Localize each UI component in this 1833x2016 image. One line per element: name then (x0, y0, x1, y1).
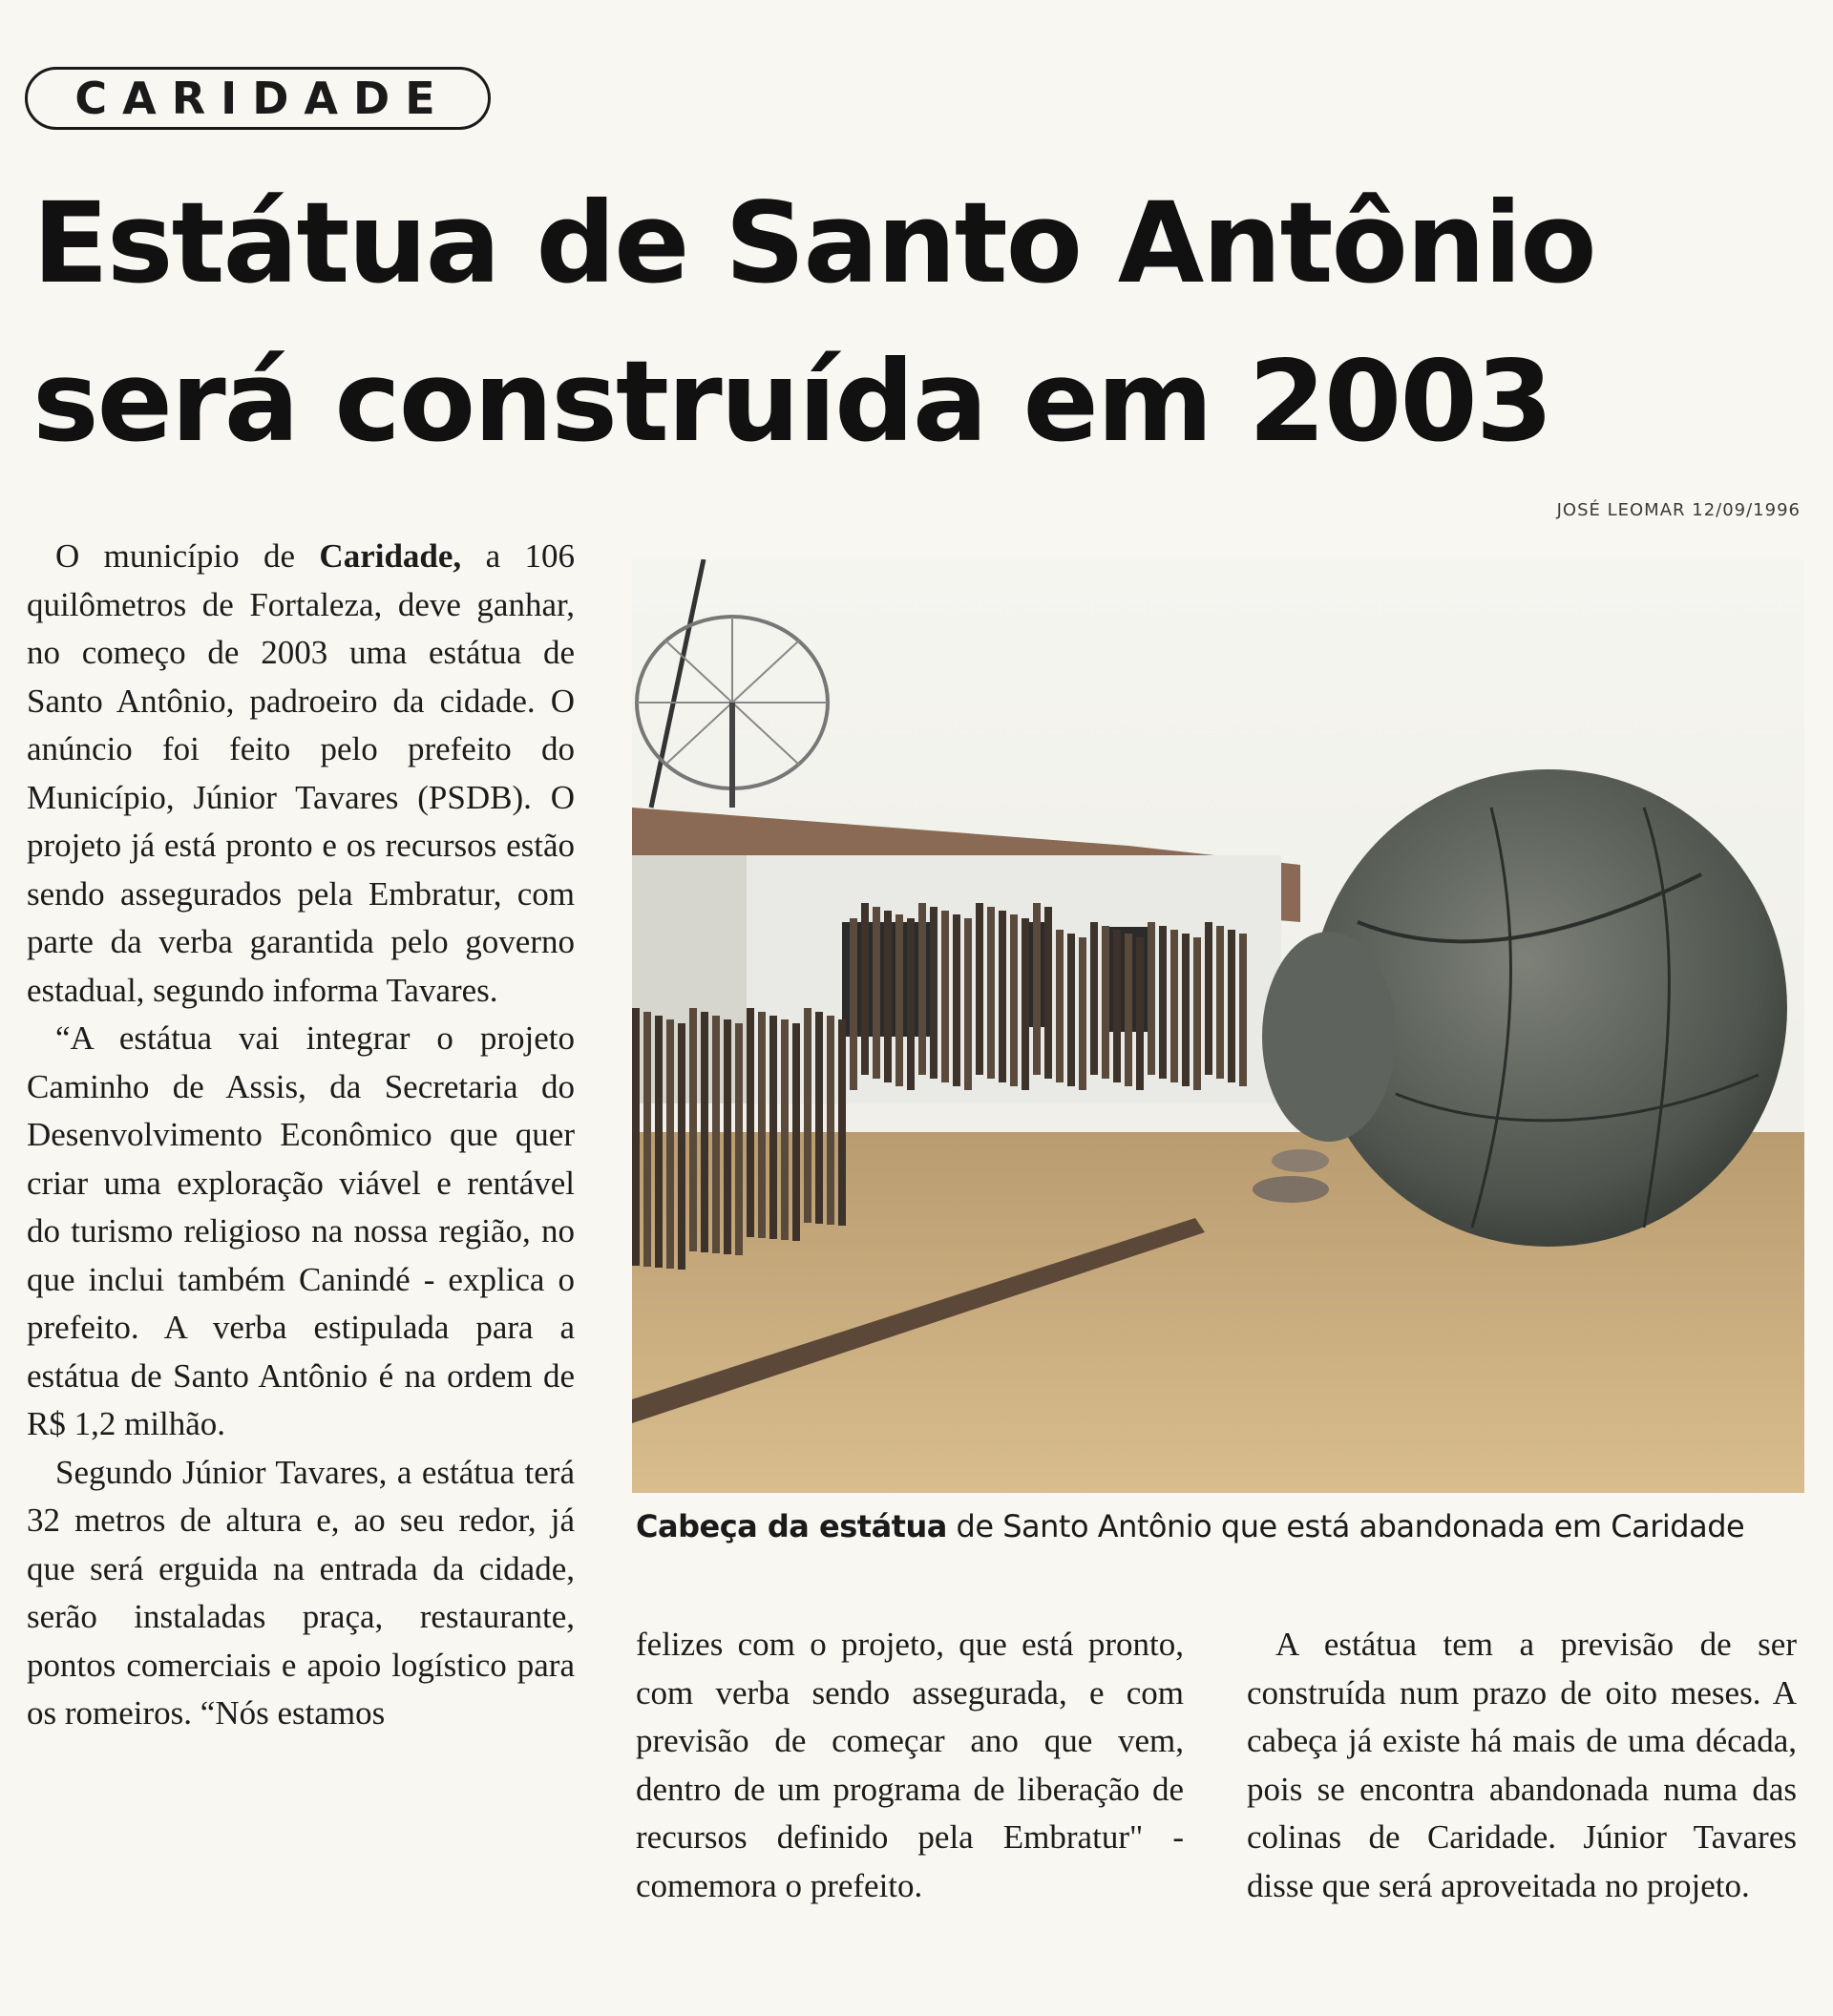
fence-picket (1022, 918, 1029, 1090)
fence-picket (1216, 926, 1224, 1079)
fence-picket (941, 911, 949, 1082)
fence-picket (1033, 903, 1041, 1075)
fence-picket (666, 1019, 674, 1269)
fence-picket (918, 903, 926, 1075)
fence-picket (643, 1012, 651, 1267)
fence-picket (930, 907, 938, 1079)
photo-credit: JOSÉ LEOMAR 12/09/1996 (1556, 500, 1801, 520)
paragraph-1-bold: Caridade, (319, 537, 462, 575)
fence-picket (976, 903, 983, 1075)
paragraph-2: “A estátua vai integrar o projeto Caminho de Assis, da Secretaria do Desenvolvimento Econômico que quer criar uma exploração viável e rentável do turismo religioso na nossa região, no que inclui também Canindé - explica o prefeito. A verba estipulada para a estátua de Santo Antônio é na ordem de R$ 1,2 milhão. (27, 1019, 575, 1442)
fence-picket (1205, 922, 1212, 1075)
fence-picket (1228, 930, 1235, 1082)
fence-picket (689, 1008, 697, 1251)
fence-picket (735, 1023, 743, 1255)
article-column-2 (636, 1621, 1184, 1910)
fence-picket (769, 1016, 777, 1239)
fence-picket (678, 1023, 685, 1270)
fence-picket (747, 1008, 754, 1237)
fence-picket (873, 907, 880, 1079)
headline-line-2: será construída em 2003 (32, 336, 1552, 467)
article-photo (632, 559, 1804, 1493)
fence-picket (1159, 926, 1167, 1079)
fence-picket (827, 1016, 834, 1225)
fence-picket (953, 914, 960, 1086)
fence-picket (861, 903, 869, 1075)
fence-picket (1102, 926, 1109, 1079)
fence-picket (1193, 937, 1201, 1090)
fence-picket (655, 1016, 663, 1268)
fence-picket (781, 1019, 789, 1240)
fence-picket (1182, 934, 1190, 1086)
fence-picket (850, 918, 857, 1090)
fence-picket (1056, 930, 1064, 1082)
fence-picket (1079, 937, 1086, 1090)
fence-picket (987, 907, 995, 1079)
headline (32, 164, 1595, 481)
paragraph-1-rest: a 106 quilômetros de Fortaleza, deve ganhar, no começo de 2003 uma estátua de Santo Antônio, padroeiro da cidade. O anúncio foi feito pelo prefeito do Município, Júnior Tavares (PSDB). O projeto já está pronto e os recursos estão sendo assegurados pela Embratur, com parte da verba garantida pelo governo estadual, segundo informa Tavares. (27, 537, 575, 1009)
paragraph-1-start: O município de (55, 537, 320, 575)
fence-picket (964, 918, 972, 1090)
fence-picket (1125, 934, 1132, 1086)
photo-caption-rest: de Santo Antônio que está abandonada em Caridade (946, 1508, 1745, 1544)
article-column-3 (1247, 1621, 1797, 1910)
fence-picket (1010, 914, 1018, 1086)
fence-picket (815, 1012, 823, 1224)
fence-picket (1090, 922, 1098, 1075)
fence-picket (724, 1019, 731, 1254)
fence-picket (758, 1012, 766, 1238)
fence-picket (1113, 930, 1121, 1082)
fence-picket (895, 914, 903, 1086)
fence-picket (1044, 907, 1052, 1079)
fence-picket (632, 1008, 640, 1266)
fence-picket (1239, 934, 1247, 1086)
paragraph-1 (27, 533, 575, 1015)
fence-picket (907, 918, 915, 1090)
fence-picket (838, 1019, 846, 1226)
fence-picket (712, 1016, 720, 1253)
section-tag: CARIDADE (25, 67, 491, 130)
paragraph-3: Segundo Júnior Tavares, a estátua terá 32 metros de altura e, ao seu redor, já que será erguida na entrada da cidade, serão instaladas praça, restaurante, pontos comerciais e apoio logístico para os romeiros. “Nós estamos (27, 1453, 575, 1732)
fence-picket (792, 1023, 800, 1241)
fence-picket (1148, 922, 1155, 1075)
fence-picket (804, 1008, 811, 1223)
photo-caption (636, 1508, 1801, 1544)
fence-picket (1170, 930, 1178, 1082)
paragraph-4: felizes com o projeto, que está pronto, com verba sendo assegurada, e com previsão de começar ano que vem, dentro de um programa de liberação de recursos definido pela Embratur" - comemora o prefeito. (636, 1626, 1184, 1904)
article-column-1 (27, 533, 575, 1738)
fence-picket (1136, 937, 1144, 1090)
fence-picket (1067, 934, 1075, 1086)
fence-picket (999, 911, 1006, 1082)
headline-line-1: Estátua de Santo Antônio (32, 178, 1595, 308)
fence-picket (884, 911, 892, 1082)
paragraph-5: A estátua tem a previsão de ser construída num prazo de oito meses. A cabeça já existe há mais de uma década, pois se encontra abandonada numa das colinas de Caridade. Júnior Tavares disse que será aproveitada no projeto. (1247, 1626, 1797, 1904)
fence-picket (701, 1012, 708, 1252)
photo-caption-bold: Cabeça da estátua (636, 1508, 947, 1544)
